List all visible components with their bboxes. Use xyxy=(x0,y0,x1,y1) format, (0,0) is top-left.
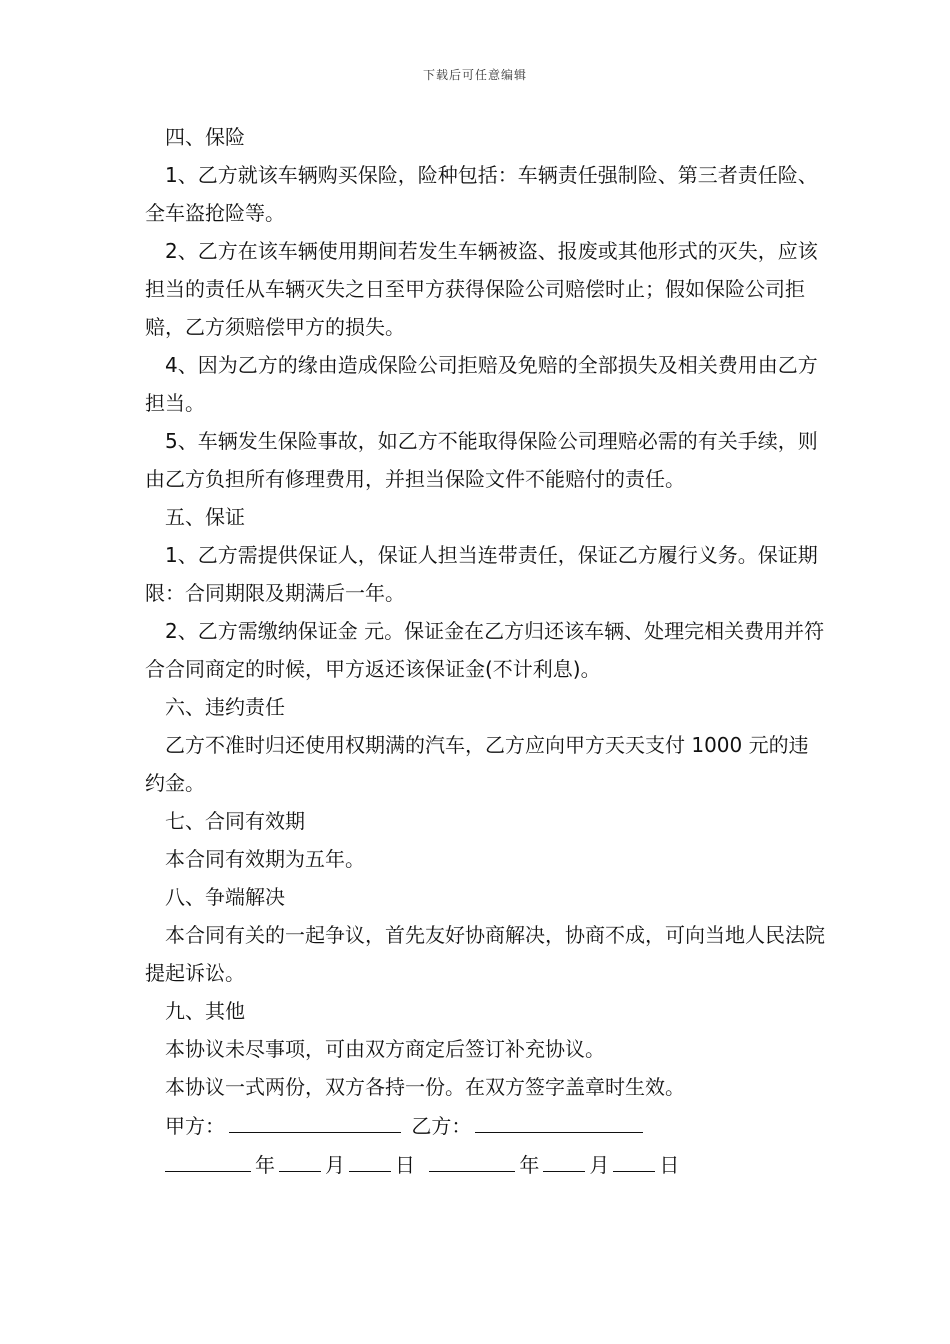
party-a-year-label: 年 xyxy=(255,1153,275,1177)
paragraph: 九、其他 xyxy=(165,999,245,1023)
party-a-label: 甲方： xyxy=(165,1114,225,1138)
party-a-day-line xyxy=(349,1145,391,1172)
party-a-signature-line xyxy=(229,1106,401,1133)
paragraph: 1、乙方需提供保证人，保证人担当连带责任，保证乙方履行义务。保证期限：合同期限及期满后一年。 xyxy=(145,543,818,605)
signature-date-row xyxy=(145,1145,825,1184)
party-b-day-line xyxy=(613,1145,655,1172)
paragraph: 本合同有关的一起争议，首先友好协商解决，协商不成，可向当地人民法院提起诉讼。 xyxy=(145,923,825,985)
party-b-label: 乙方： xyxy=(411,1114,472,1138)
paragraph: 本协议未尽事项，可由双方商定后签订补充协议。 xyxy=(165,1037,605,1061)
paragraph: 四、保险 xyxy=(165,125,245,149)
party-a-day-label: 日 xyxy=(395,1153,415,1177)
paragraph: 七、合同有效期 xyxy=(165,809,305,833)
party-a-month-line xyxy=(279,1145,321,1172)
paragraph: 5、车辆发生保险事故，如乙方不能取得保险公司理赔必需的有关手续，则由乙方负担所有修理费用，并担当保险文件不能赔付的责任。 xyxy=(145,429,818,491)
party-b-year-line xyxy=(429,1145,515,1172)
paragraph: 本协议一式两份，双方各持一份。在双方签字盖章时生效。 xyxy=(165,1075,685,1099)
party-b-year-label: 年 xyxy=(519,1153,540,1177)
paragraph: 4、因为乙方的缘由造成保险公司拒赔及免赔的全部损失及相关费用由乙方担当。 xyxy=(145,353,818,415)
party-b-month-line xyxy=(543,1145,585,1172)
party-b-month-label: 月 xyxy=(589,1153,610,1177)
paragraph: 八、争端解决 xyxy=(165,885,285,909)
paragraph: 2、乙方需缴纳保证金 元。保证金在乙方归还该车辆、处理完相关费用并符合合同商定的时候，甲方返还该保证金(不计利息)。 xyxy=(145,619,825,681)
paragraph: 1、乙方就该车辆购买保险，险种包括：车辆责任强制险、第三者责任险、全车盗抢险等。 xyxy=(145,163,818,225)
paragraph: 乙方不准时归还使用权期满的汽车，乙方应向甲方天天支付 1000 元的违约金。 xyxy=(145,733,809,795)
party-a-month-label: 月 xyxy=(325,1153,345,1177)
paragraph: 五、保证 xyxy=(165,505,245,529)
party-b-day-label: 日 xyxy=(659,1153,680,1177)
signature-party-row xyxy=(145,1106,825,1145)
page-header: 下载后可任意编辑 xyxy=(422,68,527,82)
party-b-signature-line xyxy=(475,1106,643,1133)
paragraph-list xyxy=(145,118,825,1106)
party-a-year-line xyxy=(165,1145,251,1172)
document-body xyxy=(145,118,825,1184)
paragraph: 2、乙方在该车辆使用期间若发生车辆被盗、报废或其他形式的灭失，应该担当的责任从车辆灭失之日至甲方获得保险公司赔偿时止；假如保险公司拒赔，乙方须赔偿甲方的损失。 xyxy=(145,239,818,339)
paragraph: 六、违约责任 xyxy=(165,695,285,719)
paragraph: 本合同有效期为五年。 xyxy=(165,847,365,871)
